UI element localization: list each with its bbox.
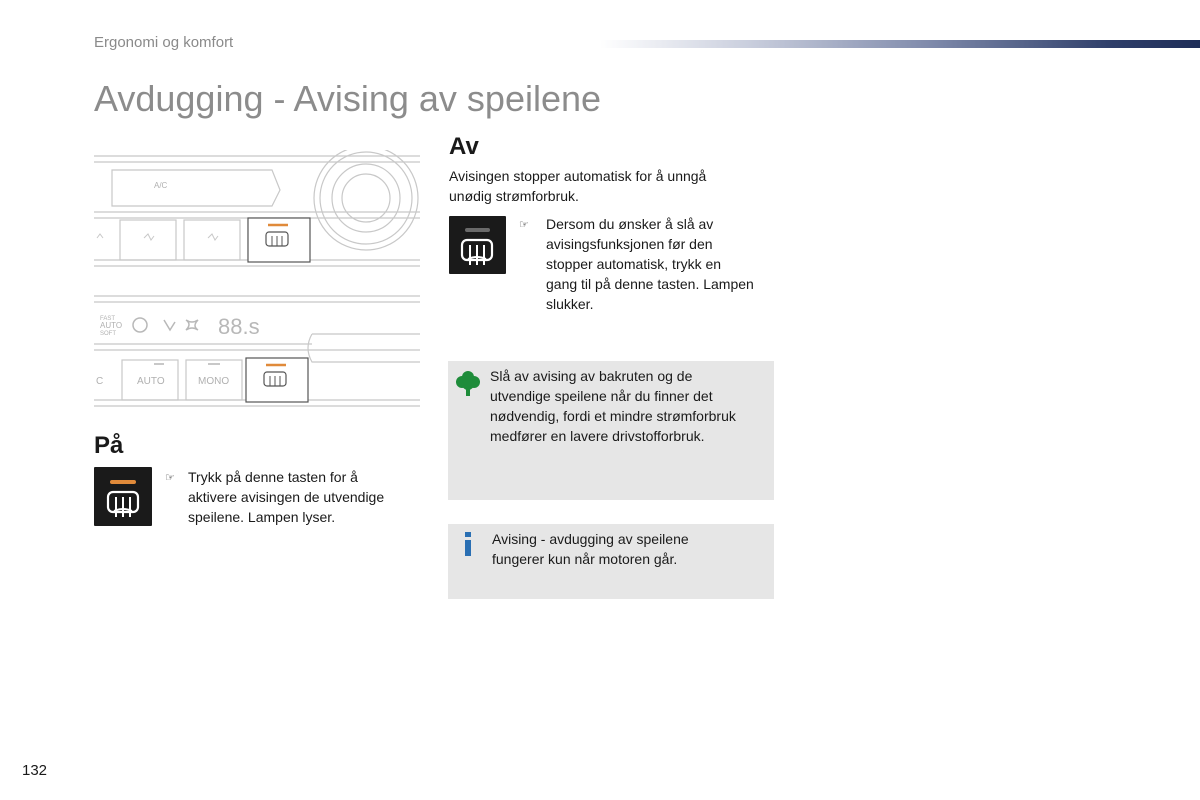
- eco-note-line2: utvendige speilene når du finner det: [490, 388, 713, 404]
- mirror-defrost-off-button[interactable]: [449, 216, 506, 274]
- on-heading: På: [94, 432, 124, 459]
- on-bullet-icon: ☞: [165, 472, 175, 484]
- eco-note-line1: Slå av avising av bakruten og de: [490, 368, 693, 384]
- off-text-line4: gang til på denne tasten. Lampen: [546, 276, 754, 292]
- on-text-line3: speilene. Lampen lyser.: [188, 509, 336, 525]
- off-heading: Av: [449, 133, 479, 160]
- off-text-line2: avisingsfunksjonen før den: [546, 236, 713, 252]
- off-bullet-icon: ☞: [519, 219, 529, 231]
- auto-panel-label: AUTO: [137, 376, 165, 387]
- soft-label: SOFT: [100, 331, 116, 337]
- info-icon: [462, 532, 474, 556]
- tree-icon: [456, 369, 480, 397]
- mirror-defrost-on-button[interactable]: [94, 467, 152, 526]
- temperature-display: 88.s: [218, 314, 260, 339]
- control-panel-illustration-bottom: [94, 292, 420, 414]
- section-label: Ergonomi og komfort: [94, 34, 234, 51]
- mono-panel-label: MONO: [198, 376, 230, 387]
- info-note-line2: fungerer kun når motoren går.: [492, 551, 678, 567]
- fast-label: FAST: [100, 316, 116, 322]
- info-note-line1: Avising - avdugging av speilene: [492, 531, 689, 547]
- page-title: Avdugging - Avising av speilene: [94, 78, 602, 119]
- off-intro-line2: unødig strømforbruk.: [449, 188, 579, 204]
- on-text-line1: Trykk på denne tasten for å: [188, 469, 358, 485]
- auto-small-label: AUTO: [100, 321, 123, 330]
- off-text-line1: Dersom du ønsker å slå av: [546, 216, 714, 232]
- off-intro-line1: Avisingen stopper automatisk for å unngå: [449, 168, 707, 184]
- page-number: 132: [22, 762, 48, 779]
- control-panel-illustration-top: [94, 150, 420, 272]
- off-text-line5: slukker.: [546, 296, 594, 312]
- eco-note-line3: nødvendig, fordi et mindre strømforbruk: [490, 408, 736, 424]
- off-text-line3: stopper automatisk, trykk en: [546, 256, 722, 272]
- on-text-line2: aktivere avisingen de utvendige: [188, 489, 385, 505]
- ac-label: A/C: [154, 181, 168, 190]
- mirror-defrost-on-icon: [94, 467, 152, 526]
- mirror-defrost-off-icon: [449, 216, 506, 274]
- eco-note-line4: medfører en lavere drivstofforbruk.: [490, 428, 705, 444]
- partial-c-label: C: [96, 376, 104, 387]
- header-decoration-bar: [600, 40, 1200, 48]
